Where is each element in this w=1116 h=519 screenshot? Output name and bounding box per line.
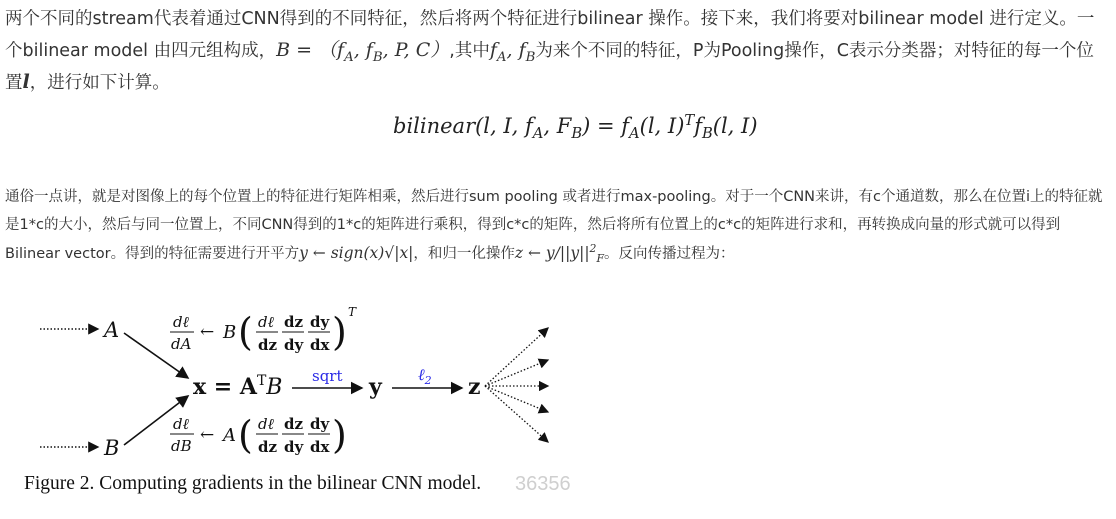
svg-text:(: ( xyxy=(238,413,253,457)
svg-text:dx: dx xyxy=(310,336,330,354)
svg-text:dy: dy xyxy=(284,438,304,456)
svg-text:dy: dy xyxy=(310,313,330,331)
output-fan xyxy=(485,328,548,442)
svg-text:dz: dz xyxy=(284,313,304,331)
label-a: A xyxy=(104,318,120,342)
svg-text:←: ← xyxy=(200,322,215,342)
gradient-wrt-b xyxy=(170,413,347,457)
fan-line-4 xyxy=(485,386,548,412)
svg-text:T: T xyxy=(348,305,357,319)
formula-location-l: l xyxy=(22,71,30,93)
watermark: 36356 xyxy=(515,473,571,495)
svg-text:dB: dB xyxy=(171,437,192,455)
svg-text:): ) xyxy=(332,413,347,457)
fan-line-5 xyxy=(485,386,548,442)
intro-text-4: ，进行如下计算。 xyxy=(29,73,170,93)
intro-text-1: 两个不同的stream代表着通过CNN得到的不同特征，然后将两个特征进行bilinear 操作。接下来，我们将要对bilinear model 进行定义。一个bilinear model 由四元组构成， xyxy=(5,9,1095,61)
gradient-wrt-a xyxy=(170,305,357,354)
svg-text:dz: dz xyxy=(258,336,278,354)
svg-text:A: A xyxy=(223,425,236,446)
svg-text:dℓ: dℓ xyxy=(258,313,274,331)
formula-sqrt: y ← sign(x)√|x| xyxy=(299,244,414,262)
svg-text:dz: dz xyxy=(284,415,304,433)
svg-text:←: ← xyxy=(200,425,215,445)
explanation-text-3: 。反向传播过程为： xyxy=(603,246,735,262)
svg-text:dy: dy xyxy=(310,415,330,433)
x-equation: $x = A^TB$ xyxy=(193,373,283,400)
formula-normalize: z ← $y/||y||^2_F$ xyxy=(514,241,604,266)
fan-line-2 xyxy=(485,360,548,386)
svg-text:dℓ: dℓ xyxy=(173,313,189,331)
svg-text:dy: dy xyxy=(284,336,304,354)
intro-paragraph xyxy=(5,4,1110,99)
svg-text:dℓ: dℓ xyxy=(258,415,274,433)
explanation-paragraph xyxy=(5,183,1110,268)
formula-features: $f_A$, $f_B$ xyxy=(489,39,536,65)
intro-text-2: ,其中 xyxy=(449,41,490,61)
label-b: B xyxy=(104,436,120,460)
y-node: y xyxy=(369,374,382,400)
figure-caption: Figure 2. Computing gradients in the bilinear CNN model. xyxy=(24,473,482,494)
bilinear-equation: bilinear(l, I, $f_A$, $F_B) = f_A(l$, $I)^Tf_B(l$, I) xyxy=(393,112,758,143)
z-node: z xyxy=(468,374,481,400)
explanation-text-1: 通俗一点讲，就是对图像上的每个位置上的特征进行矩阵相乘，然后进行sum pooling 或者进行max-pooling。对于一个CNN来讲，有c个通道数，那么在位置i上的特征就是1*c的大小，然后与同一位置上，不同CNN得到的1*c的矩阵进行乘积，得到c*c的矩阵，然后将所有位置上的c*c的矩阵进行求和，再转换成向量的形式就可以得到Bilinear vector。得到的特征需要进行开平方 xyxy=(5,189,1103,262)
intro-text-3: 为来个不同的特征，P为Pooling操作，C表示分类器；对特征的每一个位置 xyxy=(5,41,1094,93)
fan-line-1 xyxy=(485,328,548,386)
svg-text:B: B xyxy=(223,322,237,343)
svg-text:(: ( xyxy=(238,310,253,354)
svg-text:): ) xyxy=(332,310,347,354)
svg-text:dx: dx xyxy=(310,438,330,456)
svg-text:dz: dz xyxy=(258,438,278,456)
arrow-label-l2: ℓ$_2$ xyxy=(418,365,432,387)
arrow-label-sqrt: sqrt xyxy=(312,367,343,385)
formula-quadruple: $B = (f_A$, $f_B$, P, C） xyxy=(276,39,450,65)
svg-text:dℓ: dℓ xyxy=(173,415,189,433)
explanation-text-2: ，和归一化操作 xyxy=(413,246,515,262)
svg-text:dA: dA xyxy=(171,335,192,353)
